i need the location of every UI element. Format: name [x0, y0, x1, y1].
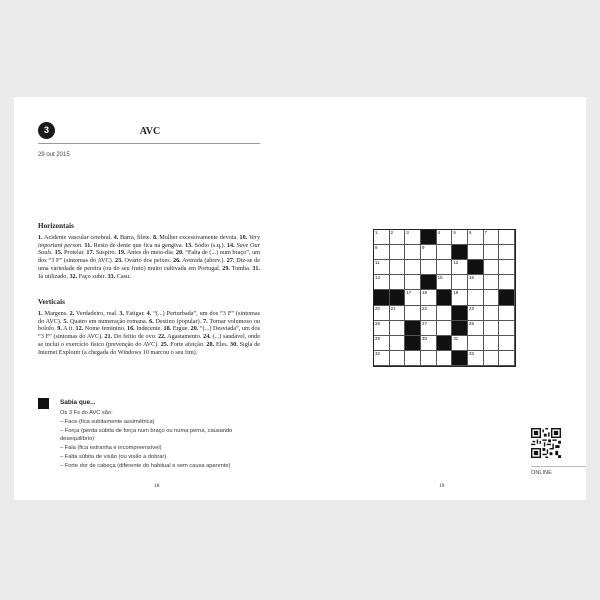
- grid-cell[interactable]: [468, 230, 484, 245]
- cell-number: 19: [453, 290, 459, 296]
- grid-cell[interactable]: [468, 245, 484, 260]
- grid-cell[interactable]: [374, 336, 390, 351]
- grid-cell[interactable]: [437, 351, 453, 366]
- grid-cell[interactable]: [421, 245, 437, 260]
- grid-cell[interactable]: [452, 275, 468, 290]
- page-number-right: 19: [439, 483, 445, 489]
- cell-number: 2: [390, 230, 394, 235]
- grid-cell[interactable]: [421, 321, 437, 336]
- grid-cell[interactable]: [484, 336, 500, 351]
- horizontais-clues: 1. Acidente vascular cerebral. 4. Barra, filete. 8. Mulher excessivamente devota. 10. Very important person. 11. Resto de dente que fica na gengiva. 13. Sódio (s.q.). 14. Save Our Souls. 15. Protelar. 17. Suspiro. 19. Antes do meio-dia. 20. “Falta de (...) num braço”, um dos “3 F” (sintomas do AVC). 23. Ovário dos peixes. 26. Avenida (abrev.). 27. Diz-se de uma variedade de pereira (ou do seu fruto) muito cultivada em Portugal. 29. Tomba. 31. Já utilizado. 32. Faço subir. 33. Casu.: [38, 234, 260, 280]
- grid-cell[interactable]: [468, 306, 484, 321]
- grid-cell[interactable]: [405, 260, 421, 275]
- online-rule: [531, 466, 586, 467]
- grid-cell[interactable]: [405, 306, 421, 321]
- cell-number: 1: [375, 230, 378, 235]
- cell-number: 7: [484, 230, 488, 235]
- grid-cell[interactable]: [499, 245, 515, 260]
- cell-number: 14: [375, 275, 380, 281]
- grid-black-cell: [437, 336, 453, 351]
- cell-number: 16: [469, 275, 474, 281]
- cell-number: 9: [422, 245, 425, 251]
- grid-cell[interactable]: [484, 275, 500, 290]
- grid-cell[interactable]: [390, 351, 406, 366]
- sabia-marker: [38, 398, 49, 409]
- grid-black-cell: [452, 321, 468, 336]
- sabia-list: [60, 418, 260, 471]
- cell-number: 4: [437, 230, 441, 235]
- grid-cell[interactable]: [484, 290, 500, 305]
- cell-number: 23: [469, 305, 474, 311]
- grid-cell[interactable]: [484, 260, 500, 275]
- grid-cell[interactable]: [452, 230, 468, 245]
- grid-cell[interactable]: [437, 275, 453, 290]
- grid-cell[interactable]: [374, 275, 390, 290]
- grid-cell[interactable]: [484, 245, 500, 260]
- grid-black-cell: [437, 290, 453, 305]
- grid-cell[interactable]: [499, 321, 515, 336]
- title-rule: [38, 143, 260, 144]
- sabia-title: Sabia que...: [60, 399, 96, 406]
- grid-cell[interactable]: [468, 275, 484, 290]
- puzzle-date: 29 out 2015: [38, 152, 70, 158]
- grid-cell[interactable]: [437, 260, 453, 275]
- cell-number: 5: [453, 230, 456, 235]
- grid-cell[interactable]: [421, 306, 437, 321]
- qr-code-icon[interactable]: [531, 428, 561, 458]
- cell-number: 33: [469, 350, 474, 356]
- grid-cell[interactable]: [390, 321, 406, 336]
- cell-number: 32: [375, 350, 380, 356]
- grid-cell[interactable]: [499, 306, 515, 321]
- grid-black-cell: [452, 245, 468, 260]
- grid-cell[interactable]: [484, 306, 500, 321]
- grid-cell[interactable]: [499, 260, 515, 275]
- cell-number: 11: [375, 260, 380, 266]
- grid-black-cell: [374, 290, 390, 305]
- cell-number: 29: [375, 335, 380, 341]
- grid-cell[interactable]: [437, 306, 453, 321]
- grid-cell[interactable]: [484, 351, 500, 366]
- grid-cell[interactable]: [437, 321, 453, 336]
- grid-black-cell: [452, 351, 468, 366]
- grid-cell[interactable]: [390, 260, 406, 275]
- page-number-left: 18: [154, 483, 160, 489]
- horizontais-heading: Horizontais: [38, 222, 74, 230]
- grid-black-cell: [468, 260, 484, 275]
- grid-cell[interactable]: [390, 230, 409, 245]
- cell-number: 31: [453, 335, 459, 341]
- grid-cell[interactable]: [405, 351, 421, 366]
- puzzle-number-badge: 3: [38, 122, 55, 139]
- cell-number: 15: [437, 275, 443, 281]
- cell-number: 3: [406, 230, 409, 235]
- grid-cell[interactable]: [390, 275, 406, 290]
- crossword-grid[interactable]: [373, 229, 516, 367]
- cell-number: 17: [406, 290, 412, 296]
- grid-cell[interactable]: [437, 230, 456, 245]
- sabia-item: desequilíbrio): [60, 436, 95, 443]
- grid-cell[interactable]: [468, 351, 484, 366]
- cell-number: 28: [469, 320, 474, 326]
- cell-number: 27: [422, 320, 427, 326]
- grid-cell[interactable]: [421, 351, 437, 366]
- sabia-item: – Forte dor de cabeça (diferente do habitual e sem causa aparente): [60, 462, 231, 469]
- grid-black-cell: [421, 230, 437, 245]
- verticais-clues: 1. Margens. 2. Verdadeiro, real. 3. Fatigar. 4. “(...) Perturbada”, um dos “3 F” (sintomas do AVC). 5. Quatro em numeração romana. 6. Destino (popular). 7. Tornar volumoso ou bolofo. 9. A ti. 12. Nome feminino. 16. Indecente. 18. Ergue. 20. “(...) Desviada”, um dos “3 F” (sintomas do AVC). 21. Do feitio de ovo. 22. Agastamento. 24. (...) saudável, onde se inclui o exercício físico (prevenção do AVC). 25. Forte afeição. 28. Eles. 30. Sigla de Internet Explorer (a chegada do Windows 10 marcou o seu fim).: [38, 310, 261, 356]
- grid-cell[interactable]: [374, 260, 390, 275]
- grid-cell[interactable]: [374, 321, 390, 336]
- grid-black-cell: [405, 336, 421, 351]
- cell-number: 6: [469, 230, 472, 235]
- cell-number: 26: [375, 320, 380, 326]
- sabia-body: [60, 409, 260, 471]
- cell-number: 20: [375, 305, 380, 311]
- grid-cell[interactable]: [374, 306, 390, 321]
- grid-cell[interactable]: [374, 230, 390, 245]
- grid-cell[interactable]: [452, 290, 468, 305]
- grid-cell[interactable]: [468, 336, 484, 351]
- grid-cell[interactable]: [374, 351, 390, 366]
- grid-cell[interactable]: [499, 351, 515, 366]
- grid-cell[interactable]: [484, 230, 500, 245]
- sabia-item: – Fala (fica estranha e incompreensível): [60, 445, 162, 452]
- grid-black-cell: [421, 275, 437, 290]
- grid-cell[interactable]: [374, 245, 390, 260]
- grid-cell[interactable]: [499, 275, 515, 290]
- grid-cell[interactable]: [421, 290, 437, 305]
- grid-cell[interactable]: [484, 321, 500, 336]
- grid-black-cell: [499, 290, 515, 305]
- grid-cell[interactable]: [421, 336, 437, 351]
- cell-number: 12: [453, 260, 459, 266]
- grid-black-cell: [390, 290, 406, 305]
- grid-black-cell: [452, 306, 468, 321]
- cell-number: 8: [375, 245, 378, 251]
- grid-black-cell: [405, 321, 421, 336]
- grid-cell[interactable]: [390, 306, 406, 321]
- online-label[interactable]: ONLINE: [531, 470, 552, 476]
- sabia-item: – Falta súbita de visão (ou visão a dobrar): [60, 453, 167, 460]
- sabia-item: – Força (perda súbita de força num braço ou numa perna, causando: [60, 427, 233, 434]
- cell-number: 30: [422, 335, 427, 341]
- grid-cell[interactable]: [437, 245, 453, 260]
- grid-cell[interactable]: [499, 336, 515, 351]
- grid-cell[interactable]: [390, 245, 406, 260]
- grid-cell[interactable]: [452, 260, 468, 275]
- cell-number: 22: [422, 305, 427, 311]
- grid-cell[interactable]: [405, 230, 421, 245]
- sabia-item: – Face (fica subitamente assimétrica): [60, 418, 155, 425]
- grid-cell[interactable]: [468, 321, 484, 336]
- cell-number: 21: [390, 305, 396, 311]
- puzzle-title: AVC: [139, 126, 161, 137]
- grid-cell[interactable]: [421, 260, 437, 275]
- grid-cell[interactable]: [405, 290, 421, 305]
- grid-cell[interactable]: [468, 290, 484, 305]
- verticais-heading: Verticais: [38, 298, 65, 306]
- cell-number: 18: [422, 290, 427, 296]
- grid-cell[interactable]: [452, 336, 468, 351]
- grid-cell[interactable]: [405, 275, 421, 290]
- grid-cell[interactable]: [390, 336, 406, 351]
- grid-cell[interactable]: [499, 230, 515, 245]
- sabia-intro: Os 3 Fs do AVC são:: [60, 410, 113, 416]
- grid-cell[interactable]: [405, 245, 421, 260]
